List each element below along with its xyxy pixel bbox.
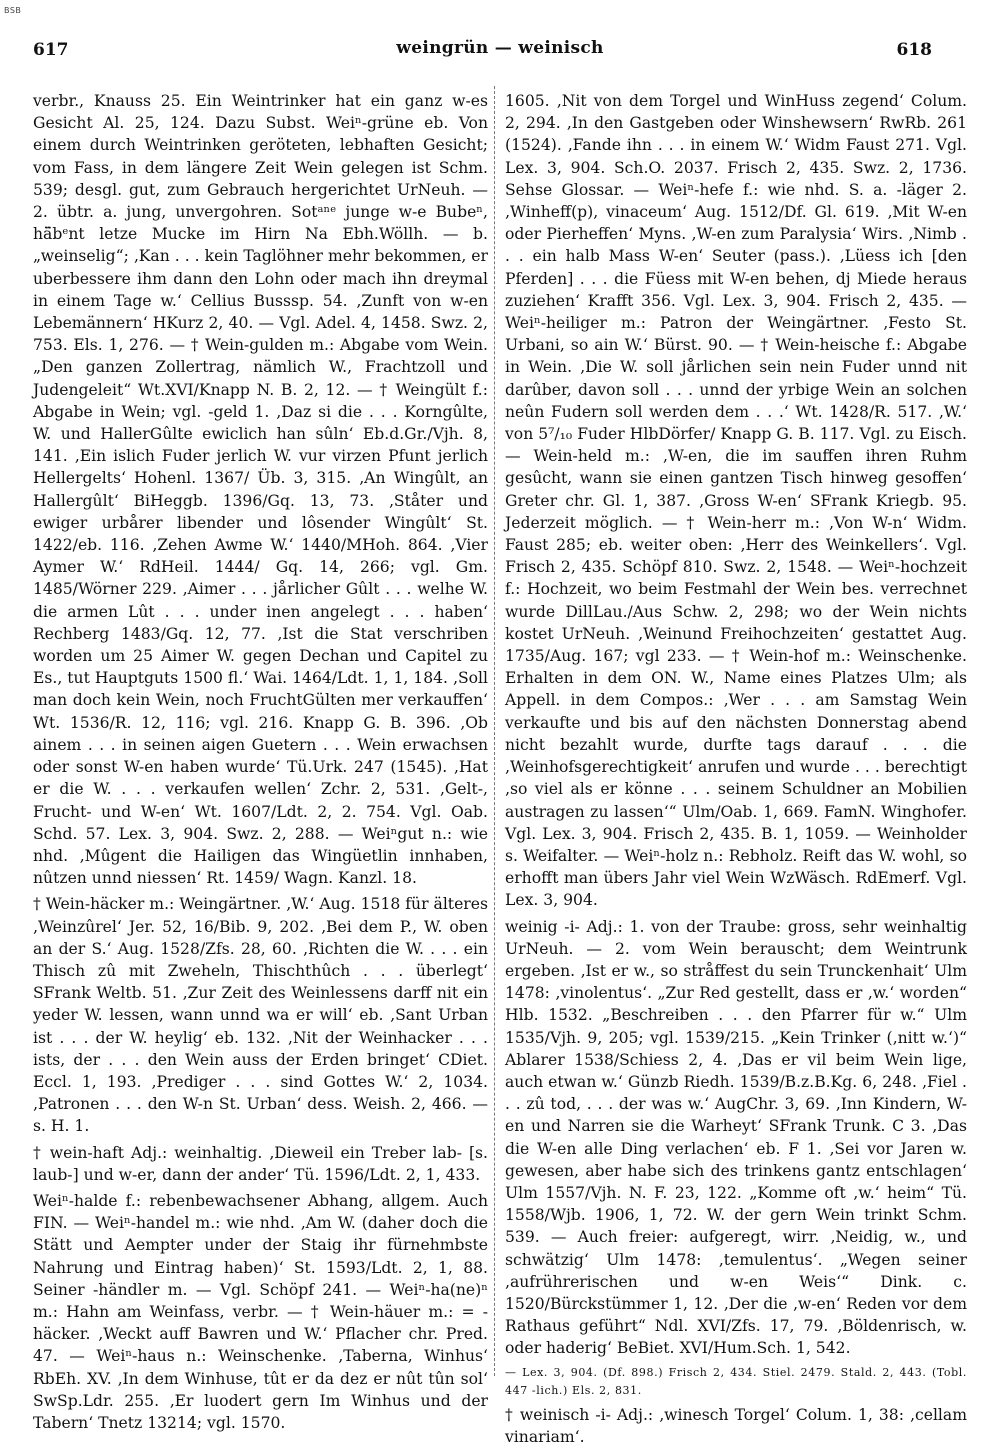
entry-weinig-references: — Lex. 3, 904. (Df. 898.) Frisch 2, 434. Stiel. 2479. Stald. 2, 443. (Tobl. 447 -lich.) Els. 2, 831. bbox=[505, 1365, 967, 1397]
library-stamp: BSB bbox=[4, 6, 22, 15]
entry-wein-halde: Weiⁿ-halde f.: rebenbewachsener Abhang, allgem. Auch FIN. — Weiⁿ-handel m.: wie nhd. ‚Am W. (daher doch die Stätt und Aempter under der Staig ihr fürnehmbste Nahrung und Eintrag haben)‘ St. 1593/Ldt. 2, 1, 88. Seiner -händler m. — Vgl. Schöpf 241. — Weiⁿ-ha(ne)ⁿ m.: Hahn am Weinfass, verbr. — † Wein-häuer m.: = -häcker. ‚Weckt auff Bawren und W.‘ Pflacher chr. Pred. 47. — Weiⁿ-haus n.: Weinschenke. ‚Taberna, Winhus‘ RbEh. XV. ‚In dem Winhuse, tût er da dez er nût tûn sol‘ SwSp.Ldr. 255. ‚Er luodert gern Im Winhus und der Tabern‘ Tnetz 13214; vgl. 1570. bbox=[33, 1191, 488, 1432]
column-divider bbox=[494, 86, 496, 1376]
entry-wein-haft: † wein-haft Adj.: weinhaltig. ‚Dieweil ein Treber lab- [s. laub-] und w-er, dann der ander‘ Tü. 1596/Ldt. 2, 1, 433. bbox=[33, 1143, 488, 1184]
left-column bbox=[33, 90, 488, 1438]
entry-weingruen-paragraph: verbr., Knauss 25. Ein Weintrinker hat ein ganz w-es Gesicht Al. 25, 124. Dazu Subst. Weiⁿ-grüne eb. Von einem durch Weintrinken geröteten, lebhaften Gesicht; vom Fass, in dem längere Zeit Wein gelegen ist Schm. 539; desgl. gut, zum Gebrauch hergerichtet UrNeuh. — 2. übtr. a. jung, unvergohren. Sotᵃⁿᵉ junge w-e Bubeⁿ, hä̈bᵉnt letze Mucke im Hirn Na Ebh.Wöllh. — b. „weinselig“; ‚Kan . . . kein Taglöhner mehr bekommen, er uberbessere ihm dann den Lohn oder mach ihn dreymal in einem Tage w.‘ Cellius Busssp. 54. ‚Zunft von w-en Lebemännern‘ HKurz 2, 40. — Vgl. Adel. 4, 1458. Swz. 2, 753. Els. 1, 276. — † Wein-gulden m.: Abgabe vom Wein. „Den ganzen Zollertrag, nämlich W., Frachtzoll und Judengeleit“ Wt.XVI/Knapp N. B. 2, 12. — † Weingült f.: Abgabe in Wein; vgl. -geld 1. ‚Daz si die . . . Korngûlte, W. und HallerGûlte ewiclich han sûln‘ Eb.d.Gr./Vjh. 8, 141. ‚Ein islich Fuder jerlich W. vur virzen Pfunt jerlich Hellergelts‘ Hohenl. 1367/ Üb. 3, 315. ‚An Wingûlt, an Hallergûlt‘ BiHeggb. 1396/Gq. 13, 73. ‚Ståter und ewiger urbårer libender und lôsender Wingûlt‘ St. 1422/eb. 116. ‚Zehen Awme W.‘ 1440/MHoh. 864. ‚Vier Aymer W.‘ RdHeil. 1444/ Gq. 14, 266; vgl. Gm. 1485/Wörner 229. ‚Aimer . . . jårlicher Gûlt . . . welhe W. die armen Lût . . . under inen angelegt . . . haben‘ Rechberg 1483/Gq. 12, 77. ‚Ist die Stat verschriben worden um 25 Aimer W. gegen Dechan und Capitel zu Es., tut Hauptguts 1500 fl.‘ Wai. 1464/Ldt. 1, 1, 184. ‚Soll man doch kein Wein, noch FruchtGülten mer verkauffen‘ Wt. 1536/R. 12, 116; vgl. 216. Knapp G. B. 396. ‚Ob ainem . . . in seinen aigen Guetern . . . Wein erwachsen oder sonst W-en haben wurde‘ Tü.Urk. 247 (1545). ‚Hat er die W. . . . verkaufen wellen‘ Zchr. 2, 531. ‚Gelt-, Frucht- und W-en‘ Wt. 1607/Ldt. 2, 2. 754. Vgl. Oab. Schd. 57. Lex. 3, 904. Swz. 2, 288. — Weiⁿgut n.: wie nhd. ‚Mûgent die Hailigen das Wingüetlin innhaben, nûtzen unnd niessen‘ Rt. 1459/ Wagn. Kanzl. 18. bbox=[33, 92, 488, 888]
page-number-left: 617 bbox=[33, 40, 69, 60]
page-number-right: 618 bbox=[896, 40, 932, 60]
right-column bbox=[505, 90, 967, 1452]
running-title: weingrün — weinisch bbox=[396, 38, 604, 58]
entry-weinig: weinig -i- Adj.: 1. von der Traube: gross, sehr weinhaltig UrNeuh. — 2. vom Wein berauscht; dem Weintrunk ergeben. ‚Ist er w., so stråffest du sein Trunckenhait‘ Ulm 1478: ‚vinolentus‘. „Zur Red gestellt, dass er ‚w.‘ worden“ Hlb. 1532. „Beschreiben . . . den Pfarrer für w.“ Ulm 1535/Vjh. 9, 205; vgl. 1539/215. „Kein Trinker (‚nitt w.‘)“ Ablarer 1538/Schiess 2, 4. ‚Das er vil beim Wein lige, auch etwan w.‘ Günzb Riedh. 1539/B.z.B.Kg. 6, 248. ‚Fiel . . . zû tod, . . . der was w.‘ AugChr. 3, 69. ‚Inn Kindern, W-en und Narren sie die Warheyt‘ SFrank Trunk. C 3. ‚Das die W-en alle Ding verlachen‘ eb. F 1. ‚Sei vor Jaren w. gewesen, aber habe sich des trinkens gantz entschlagen‘ Ulm 1557/Vjh. N. F. 23, 122. „Komme oft ‚w.‘ heim“ Tü. 1558/Wjb. 1906, 1, 72. W. der gern Wein trinkt Schm. 539. — Auch freier: aufgeregt, wirr. ‚Neidig, w., und schwätzig‘ Ulm 1478: ‚temulentus‘. „Wegen seiner ‚aufrührerischen und w-en Weis‘“ Dink. c. 1520/Bürckstümmer 1, 12. ‚Der die ‚w-en‘ Reden vor dem Rathaus geführt“ Ndl. XVI/Zfs. 17, 79. ‚Böldenrisch, w. oder haderig‘ BeBiet. XVI/Hum.Sch. 1, 542. bbox=[505, 917, 967, 1358]
entry-wein-haus-continued: 1605. ‚Nit von dem Torgel und WinHuss zegend‘ Colum. 2, 294. ‚In den Gastgeben oder Winshewsern‘ RwRb. 261 (1524). ‚Fande ihn . . . in einem W.‘ Widm Faust 271. Vgl. Lex. 3, 904. Sch.O. 2037. Frisch 2, 435. Swz. 2, 1736. Sehse Glossar. — Weiⁿ-hefe f.: wie nhd. S. a. -läger 2. ‚Winheff(p), vinaceum‘ Aug. 1512/Df. Gl. 619. ‚Mit W-en oder Pierheffen‘ Myns. ‚W-en zum Paralysia‘ Wirs. ‚Nimb . . . ein halb Mass W-en‘ Seuter (pass.). ‚Lüess ich [den Pferden] . . . die Füess mit W-en behen, dj Miede heraus zuziehen‘ Krafft 356. Vgl. Lex. 3, 904. Frisch 2, 435. — Weiⁿ-heiliger m.: Patron der Weingärtner. ‚Festo St. Urbani, so ain W.‘ Bürst. 90. — † Wein-heische f.: Abgabe in Wein. ‚Die W. soll jårlichen sein nein Fuder unnd nit darûber, davon soll . . . unnd der yrbige Wein an solchen neûn Fudern soll werden dem . . .‘ Wt. 1428/R. 517. ‚W.‘ von 5⁷/₁₀ Fuder HlbDörfer/ Knapp G. B. 117. Vgl. zu Eisch. — Wein-held m.: ‚W-en, die im sauffen ihren Ruhm gesûcht, wann sie einen gantzen Tisch hinweg gesoffen‘ Greter chr. Gl. 1, 387. ‚Gross W-en‘ SFrank Kriegb. 95. Jederzeit möglich. — † Wein-herr m.: ‚Von W-n‘ Widm. Faust 285; eb. weiter oben: ‚Herr des Weinkellers‘. Vgl. Frisch 2, 435. Schöpf 810. Swz. 2, 1548. — Weiⁿ-hochzeit f.: Hochzeit, wo beim Festmahl der Wein bes. verrechnet wurde DillLau./Aus Schw. 2, 298; wo der Wein nichts kostet UrNeuh. ‚Weinund Freihochzeiten‘ gestattet Aug. 1735/Aug. 167; vgl 233. — † Wein-hof m.: Weinschenke. Erhalten in dem ON. W., Name eines Platzes Ulm; als Appell. in dem Compos.: ‚Wer . . . am Samstag Wein verkaufte und bis auf den nächsten Donnerstag abend nicht bezahlt wurde, durfte tags darauf . . . die ‚Weinhofsgerechtigkeit‘ anrufen und wurde . . . berechtigt ‚so viel als er könne . . . seinem Schuldner an Mobilien austragen zu lassen‘“ Ulm/Oab. 1, 669. FamN. Winghofer. Vgl. Lex. 3, 904. Frisch 2, 435. B. 1, 1059. — Weinholder s. Weifalter. — Weiⁿ-holz n.: Rebholz. Reift das W. wohl, so erhofft man übers Jahr viel Wein WzWäsch. RdEmerf. Vgl. Lex. 3, 904. bbox=[505, 92, 967, 910]
entry-weinisch: † weinisch -i- Adj.: ‚winesch Torgel‘ Colum. 1, 38: ‚cellam vinariam‘. bbox=[505, 1405, 967, 1446]
entry-wein-haecker: † Wein-häcker m.: Weingärtner. ‚W.‘ Aug. 1518 für älteres ‚Weinzûrel‘ Jer. 52, 16/Bib. 9, 202. ‚Bei dem P., W. oben an der S.‘ Aug. 1528/Zfs. 28, 60. ‚Richten die W. . . . ein Thisch zû mit Zweheln, Thischthûch . . . überlegt‘ SFrank Weltb. 51. ‚Zur Zeit des Weinlessens darff nit ein yeder W. lessen, wann unnd wa er will‘ eb. ‚Sant Urban ist . . . der W. heylig‘ eb. 132. ‚Nit der Weinhacker . . . ists, der . . . den Wein auss der Erden bringet‘ CDiet. Eccl. 1, 193. ‚Prediger . . . sind Gottes W.‘ 2, 1034. ‚Patronen . . . den W-n St. Urban‘ dess. Weish. 2, 466. — s. H. 1. bbox=[33, 895, 488, 1136]
